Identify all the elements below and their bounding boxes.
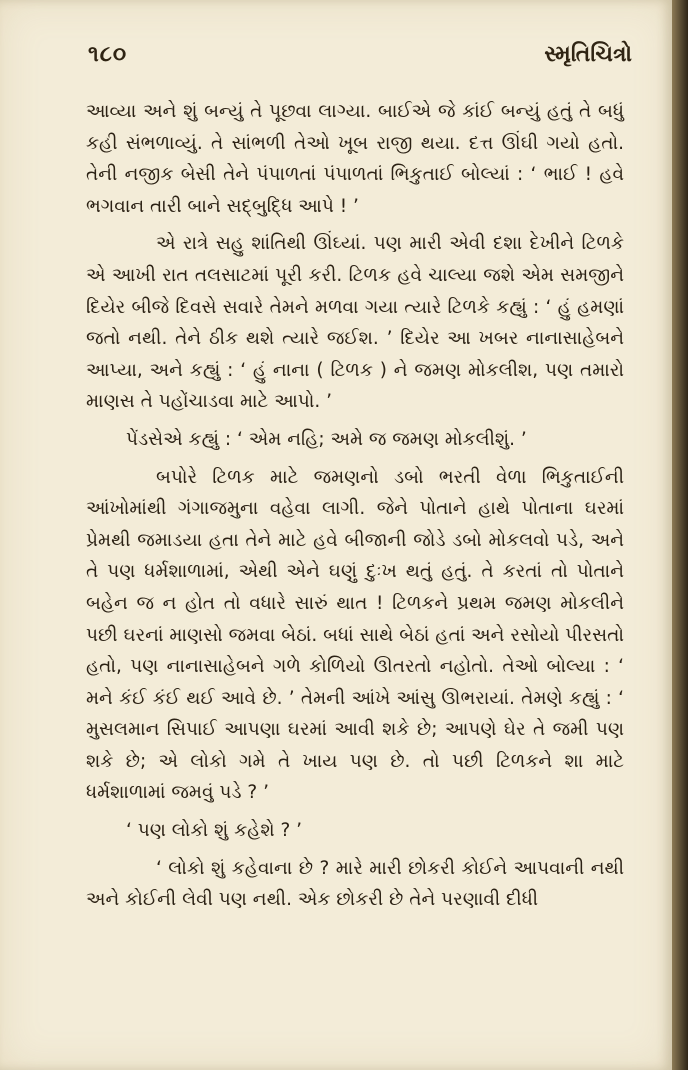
page-number: ૧૮૦: [88, 42, 128, 67]
body-text: [86, 96, 624, 922]
paragraph-2: એ રાત્રે સહુ શાંતિથી ઊંઘ્યાં. પણ મારી એવી દશા દેખીને ટિળકે એ આખી રાત તલસાટમાં પૂરી કરી. ટિળક હવે ચાલ્યા જશે એમ સમજીને દિયેર બીજે દિવસે સવારે તેમને મળવા ગયા ત્યારે ટિળકે કહ્યું : ‘ હું હમણાં જતો નથી. તેને ઠીક થશે ત્યારે જઈશ. ’ દિયેર આ ખબર નાનાસાહેબને આપ્યા, અને કહ્યું : ‘ હું નાના ( ટિળક ) ને જમણ મોકલીશ, પણ તમારો માણસ તે પહોંચાડવા માટે આપો. ’: [86, 233, 624, 413]
running-title: સ્મૃતિચિત્રો: [544, 42, 632, 67]
paragraph-5: ‘ પણ લોકો શું કહેશે ? ’: [126, 820, 303, 842]
paragraph-6: ‘ લોકો શું કહેવાના છે ? મારે મારી છોકરી કોઈને આપવાની નથી અને કોઈની લેવી પણ નથી. એક છોકરી છે તેને પરણાવી દીધી: [86, 857, 624, 911]
paragraph-3: પેંડસેએ કહ્યું : ‘ એમ નહિ; અમે જ જમણ મોકલીશું. ’: [126, 428, 527, 450]
paragraph-4: બપોરે ટિળક માટે જમણનો ડબો ભરતી વેળા ભિકુતાઈની આંખોમાંથી ગંગાજમુના વહેવા લાગી. જેને પોતાને હાથે પોતાના ઘરમાં પ્રેમથી જમાડયા હતા તેને માટે હવે બીજાની જોડે ડબો મોકલવો પડે, અને તે પણ ધર્મશાળામાં, એથી એને ઘણું દુઃખ થતું હતું. તે કરતાં તો પોતાને બહેન જ ન હોત તો વધારે સારું થાત ! ટિળકને પ્રથમ જમણ મોકલીને પછી ઘરનાં માણસો જમવા બેઠાં. બધાં સાથે બેઠાં હતાં અને રસોયો પીરસતો હતો, પણ નાનાસાહેબને ગળે કોળિયો ઊતરતો નહોતો. તેઓ બોલ્યા : ‘ મને કંઈ કંઈ થઈ આવે છે. ’ તેમની આંખે આંસુ ઊભરાયાં. તેમણે કહ્યું : ‘ મુસલમાન સિપાઈ આપણા ઘરમાં આવી શકે છે; આપણે ઘેર તે જમી પણ શકે છે; એ લોકો ગમે તે ખાય પણ છે. તો પછી ટિળકને શા માટે ધર્મશાળામાં જમવું પડે ? ’: [86, 466, 624, 804]
page-edge: [672, 0, 688, 1070]
page-header: [88, 42, 632, 76]
paragraph-1: આવ્યા અને શું બન્યું તે પૂછવા લાગ્યા. બાઈએ જે કાંઈ બન્યું હતું તે બધું કહી સંભળાવ્યું. તે સાંભળી તેઓ ખૂબ રાજી થયા. દત્ત ઊંઘી ગયો હતો. તેની નજીક બેસી તેને પંપાળતાં પંપાળતાં ભિકુતાઈ બોલ્યાં : ‘ ભાઈ ! હવે ભગવાન તારી બાને સદ્બુદ્ધિ આપે ! ’: [86, 101, 624, 217]
